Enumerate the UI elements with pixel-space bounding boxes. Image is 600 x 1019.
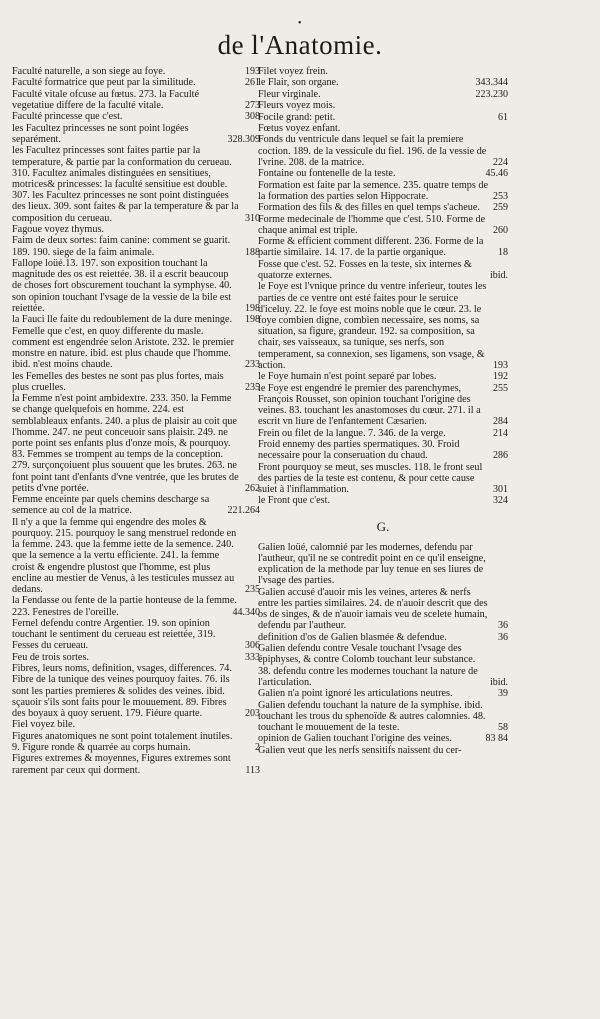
index-entry: [258, 180, 508, 202]
index-entry: [12, 235, 260, 257]
index-section-f: [258, 66, 508, 507]
index-entry: [12, 595, 260, 617]
index-entry-page: 235: [245, 583, 260, 595]
index-entry-page: 223.230: [475, 88, 508, 100]
index-entry: [12, 89, 260, 111]
index-entry-page: 306: [245, 640, 260, 652]
page-header: [0, 18, 600, 61]
index-entry-page: 262: [245, 482, 260, 494]
index-entry-text: Faculté formatrice que peut par la similitude.: [12, 77, 196, 89]
index-entry: [12, 77, 260, 88]
index-entry: [12, 753, 260, 775]
index-entry-text: Fallope loüé.13. 197. son exposition touchant la magnitude des os est reiettée. 38. il a escrit beaucoup de choses fort obscurement touchant la symphyse. 40. son opinion touchant l'vsage de la vessie de la bile est reiettée.: [12, 257, 232, 314]
index-entry-text: Focile grand: petit.: [258, 111, 336, 123]
index-entry-page: 333: [245, 651, 260, 663]
index-entry-text: Fernel defendu contre Argentier. 19. son opinion touchant le sentiment du cerueau est reiettée, 319. Fesses du cerueau.: [12, 617, 216, 652]
index-entry-page: 203: [245, 707, 260, 719]
index-entry-page: 224: [493, 156, 508, 168]
index-entry-text: Fœtus voyez enfant.: [258, 122, 341, 134]
index-column-right: [258, 66, 508, 756]
index-entry-page: 308: [245, 111, 260, 123]
index-entry-page: 188: [245, 246, 260, 258]
index-entry-page: 233: [245, 359, 260, 371]
index-entry: [258, 168, 508, 179]
index-entry-page: 260: [493, 224, 508, 236]
index-entry-text: la Fauci lle faite du redoublement de la dure meninge.: [12, 314, 233, 326]
index-entry-text: Forme medecinale de l'homme que c'est. 510. Forme de chaque animal est triple.: [258, 213, 486, 236]
index-entry-text: Galien accusé d'auoir mis les veines, arteres & nerfs entre les parties similaires. 24. de n'auoir descrit que des os de singes, & de n'auoir iamais veu de scelete humain, defendu par l'autheur.: [258, 586, 488, 632]
index-entry-text: Fiel voyez bile.: [12, 719, 76, 731]
index-entry-page: 324: [493, 495, 508, 507]
index-entry: [12, 326, 260, 371]
index-entry: [258, 733, 508, 744]
index-entry: [258, 112, 508, 123]
index-entry-page: 343.344: [475, 77, 508, 89]
index-entry: [258, 100, 508, 111]
index-entry-text: le Front que c'est.: [258, 495, 330, 507]
index-entry-text: Faim de deux sortes: faim canine: comment se guarit. 189. 190. siege de la faim animale.: [12, 235, 231, 258]
index-entry-text: Galien defendu touchant la nature de la symphise. ibid. touchant les trous du sphenoïde & autres calomnies. 48. touchant le mouuement de la teste.: [258, 699, 486, 734]
index-entry: [258, 123, 508, 134]
index-entry-text: Femelle que c'est, en quoy differente du masle. comment est engendrée selon Aristote. 232. le premier monstre en nature. ibid. est plus chaude que l'homme. ibid. n'est moins chaude.: [12, 325, 235, 371]
index-entry-text: Figures anatomiques ne sont point totalement inutiles. 9. Figure ronde & quarrée au corps humain.: [12, 730, 233, 753]
index-entry: [258, 202, 508, 213]
index-entry-text: la Fendasse ou fente de la partie honteuse de la femme. 223. Fenestres de l'oreille.: [12, 595, 237, 618]
index-entry-text: Frein ou filet de la langue. 7. 346. de la verge.: [258, 427, 446, 439]
index-entry-text: Galien loüé, calomnié par les modernes, defendu par l'autheur, qu'il ne se contredit point en ce qu'il enseigne, explication de la methode par luy tenue en ses liures de l'vsage des parties.: [258, 541, 486, 587]
index-entry: [12, 258, 260, 314]
index-entry: [12, 517, 260, 595]
index-entry-page: 259: [493, 202, 508, 214]
index-entry: [258, 77, 508, 88]
index-entry: [258, 236, 508, 258]
index-entry-page: 198: [245, 314, 260, 326]
index-entry-text: la Femme n'est point ambidextre. 233. 350. la Femme se change quelquefois en homme. 224. est semblableaux enfants. 240. a plus de plaisir au coit que l'homme. 247. ne peut conceuoir sans plaisir. 249. ne porte point ses enfants plus d'onze mois, & pourquoy. 83. Femmes se trompent au temps de la conception. 279. surçonçoiuent plus souuent que les brutes. 263. ne font point tant d'enfants d'vne ventrée, que les brutes de petits d'vne portée.: [12, 393, 239, 494]
index-entry-text: les Facultez princesses sont faites partie par la temperature, & partie par la conformation du cerueau. 310. Facultez animales distinguées en sensitiues, motrices& princesses: la faculté sensitiue est double. 307. les Facultez princesses ne sont point distinguées des lieux. 309. sont faites & par la temperature & par la composition du cerueau.: [12, 145, 239, 224]
index-entry-page: 45.46: [485, 168, 508, 180]
index-entry-text: Filet voyez frein.: [258, 66, 328, 77]
section-letter-g: G.: [376, 518, 390, 534]
index-entry: [258, 281, 508, 371]
index-entry-text: Galien defendu contre Vesale touchant l'vsage des épiphyses, & contre Colomb touchant leur substance. 38. defendu contre les modernes touchant la nature de l'articulation.: [258, 643, 478, 688]
index-entry-page: 261: [245, 77, 260, 89]
index-entry-page: 310: [245, 212, 260, 224]
index-entry: [258, 383, 508, 394]
index-entry-page: 286: [493, 450, 508, 462]
index-entry: [258, 259, 508, 281]
index-entry-text: Froid ennemy des parties spermatiques. 30. Froid necessaire pour la conseruation du chaud.: [258, 439, 460, 462]
index-entry-text: Feu de trois sortes.: [12, 651, 89, 663]
index-entry-text: Femme enceinte par quels chemins descharge sa semence au col de la matrice.: [12, 494, 210, 517]
index-entry: [258, 439, 508, 461]
index-entry-text: les Femelles des bestes ne sont pas plus fortes, mais plus cruelles.: [12, 370, 224, 393]
index-entry-page: 39: [498, 688, 508, 700]
index-entry-text: Fonds du ventricule dans lequel se fait la premiere coction. 189. de la vessicule du fiel. 196. de la vessie de l'vrine. 208. de la matrice.: [258, 134, 487, 168]
index-entry: [258, 587, 508, 632]
index-entry: [12, 494, 260, 516]
index-entry-text: Forme & efficient comment different. 236. Forme de la partie similaire. 14. 17. de la partie organique.: [258, 236, 484, 259]
index-entry-page: 193: [493, 359, 508, 371]
index-entry-page: 83 84: [485, 733, 508, 745]
index-entry-page: 255: [493, 382, 508, 394]
index-entry-text: les Facultez princesses ne sont point logées separément.: [12, 122, 189, 145]
index-entry-text: Fosse que c'est. 52. Fosses en la teste, six internes & quatorze externes.: [258, 258, 472, 281]
index-entry-text: Formation est faite par la semence. 235. quatre temps de la formation des parties selon Hippocrate.: [258, 179, 488, 202]
index-entry-text: opinion de Galien touchant l'origine des veines.: [258, 733, 452, 745]
index-entry-page: 18: [498, 247, 508, 259]
index-entry-page: 284: [493, 416, 508, 428]
index-entry: [258, 66, 508, 77]
index-entry: [12, 123, 260, 145]
index-entry-text: Galien n'a point ignoré les articulations neutres.: [258, 688, 453, 700]
index-entry-page: 301: [493, 484, 508, 496]
index-entry-text: Fagoue voyez thymus.: [12, 223, 104, 235]
index-entry-text: Fleurs voyez mois.: [258, 100, 336, 112]
index-entry-text: definition d'os de Galien blasmée & defendue.: [258, 631, 447, 643]
index-entry: [258, 134, 508, 168]
index-entry: [12, 393, 260, 494]
index-entry-page: ibid.: [489, 269, 508, 281]
index-entry: [258, 371, 508, 382]
index-entry: [12, 652, 260, 663]
index-entry-text: le Foye est l'vnique prince du ventre inferieur, toutes les parties de ce ventre ont esté faites pour le seruice d'iceluy. 22. le foye est moins noble que le cœur. 23. le foye combien digne, combien necessaire, ses noms, sa situation, sa figure, grandeur. 192. sa composition, sa chair, ses vaisseaux, sa tunique, ses nerfs, son temperament, sa connexion, ses ligamens, son vsage, & action.: [258, 281, 487, 371]
index-entry-page: 253: [493, 190, 508, 202]
index-entry-text: Faculté princesse que c'est.: [12, 111, 123, 123]
index-entry-text: Fontaine ou fontenelle de la teste.: [258, 168, 396, 180]
index-entry-page: 2: [255, 741, 260, 753]
index-entry-text: le Flair, son organe.: [258, 77, 339, 89]
index-entry-page: 198: [245, 302, 260, 314]
index-entry-page: 44.340: [232, 606, 260, 618]
index-entry-page: 61: [498, 111, 508, 123]
index-entry-page: 235: [245, 381, 260, 393]
index-entry-page: 58: [498, 722, 508, 734]
index-entry-text: Fleur virginale.: [258, 88, 321, 100]
index-entry-page: 193: [245, 66, 260, 77]
index-entry: [12, 314, 260, 325]
index-entry: [12, 618, 260, 652]
header-mark: •: [297, 18, 302, 29]
index-entry-text: le Foye humain n'est point separé par lobes.: [258, 371, 437, 383]
index-entry: [258, 214, 508, 236]
index-entry-page: 221.264: [227, 505, 260, 517]
index-column-left: [12, 66, 260, 776]
index-entry-page: ibid.: [489, 676, 508, 688]
index-entry: [258, 542, 508, 587]
index-entry: [12, 224, 260, 235]
index-entry: [258, 462, 508, 496]
index-entry: [258, 745, 508, 756]
index-entry-page: 192: [493, 371, 508, 383]
index-entry: [258, 495, 508, 506]
index-entry-text: Il n'y a que la femme qui engendre des moles & pourquoy. 215. pourquoy le sang menstruel redonde en la femme. 243. que la femme iette de la semence. 240. que la semence a la vertu efficiente. 241. la femme croist & engendre plustost que l'homme, est plus encline au mestier de Venus, à les testicules mussez au dedans.: [12, 516, 237, 595]
index-entry-text: Faculté naturelle, a son siege au foye.: [12, 66, 166, 77]
index-entry: [12, 145, 260, 223]
index-entry: [12, 111, 260, 122]
index-entry-text: Formation des fils & des filles en quel temps s'acheue.: [258, 202, 480, 214]
index-entry-page: 113: [245, 764, 260, 776]
index-entry: [258, 700, 508, 734]
index-entry: [12, 731, 260, 753]
index-entry: [258, 632, 508, 643]
index-entry-text: Front pourquoy se meut, ses muscles. 118. le front seul des parties de la teste est contenu, & pour cette cause suiet à l'inflammation.: [258, 461, 483, 496]
index-entry: [258, 643, 508, 688]
index-section-g: [258, 542, 508, 756]
index-entry: [258, 89, 508, 100]
index-entry: [12, 371, 260, 393]
index-entry-page: 328.309: [227, 133, 260, 145]
index-entry-text: Faculté vitale ofcuse au fœtus. 273. la Faculté vegetatiue differe de la faculté vitale.: [12, 88, 199, 111]
index-entry: [12, 663, 260, 719]
index-entry-text: Fibres, leurs noms, definition, vsages, differences. 74. Fibre de la tunique des veines pourquoy faites. 76. ils sont les parties premieres & solides des veines. ibid. sçauoir s'ils sont faits pour le mouuement. 89. Fibres des boyaux à quoy seruent. 179. Fiéure quarte.: [12, 663, 232, 719]
index-entry-text: François Rousset, son opinion touchant l'origine des veines. 83. touchant les anastomoses du cœur. 271. il a escrit vn liure de l'enfantement Cæsarien.: [258, 393, 481, 428]
index-entry: [258, 394, 508, 428]
index-entry-text: le Foye est engendré le premier des parenchymes,: [258, 382, 462, 394]
index-entry-text: Galien veut que les nerfs sensitifs naissent du cer-: [258, 744, 462, 756]
index-entry: [12, 719, 260, 730]
index-entry: [258, 428, 508, 439]
index-entry-text: Figures extremes & moyennes, Figures extremes sont rarement par ceux qui dorment.: [12, 753, 231, 776]
index-entry-page: 273: [245, 99, 260, 111]
page-title: de l'Anatomie.: [217, 30, 383, 60]
index-entry: [258, 688, 508, 699]
index-entry-page: 214: [493, 427, 508, 439]
index-entry: [12, 66, 260, 77]
index-entry-page: 36: [498, 620, 508, 632]
index-entry-page: 36: [498, 631, 508, 643]
